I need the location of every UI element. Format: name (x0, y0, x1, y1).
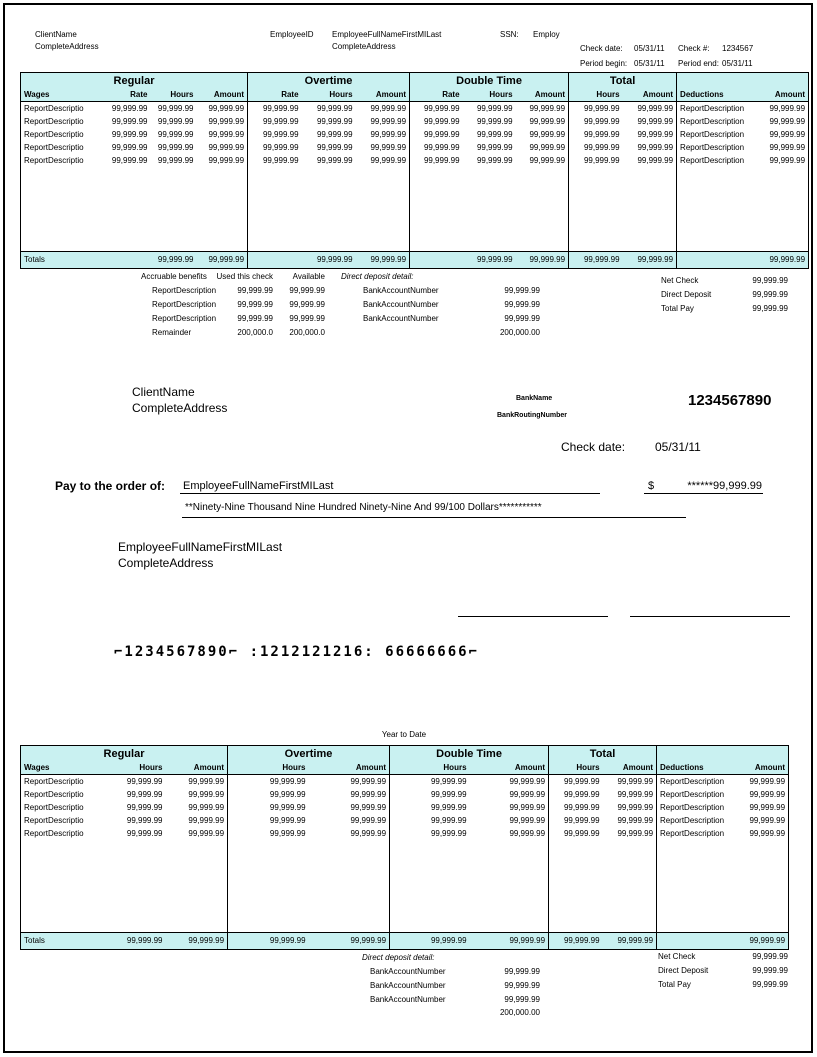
doubletime-amount-cell: 99,999.99 (529, 129, 566, 139)
hours-col-header: Hours (463, 88, 516, 102)
bank-account-number: BankAccountNumber (363, 314, 439, 323)
client-address: CompleteAddress (35, 42, 99, 51)
ytd-table-row (21, 775, 789, 788)
hours-col-header: Hours (228, 761, 309, 775)
deductions-group-header (677, 73, 809, 89)
bank-routing-number: BankRoutingNumber (497, 412, 567, 419)
doubletime-amount-cell: 99,999.99 (529, 155, 566, 165)
hours-col-header: Hours (151, 88, 197, 102)
regular-hours-cell: 99,999.99 (157, 155, 194, 165)
overtime-hours-cell: 99,999.99 (228, 827, 309, 840)
current-pay-table (20, 72, 809, 269)
bank-account-number: BankAccountNumber (370, 995, 446, 1004)
amount-col-header: Amount (309, 761, 390, 775)
benefit-used: 99,999.99 (237, 314, 273, 323)
deductions-group-header (657, 746, 789, 762)
totals-label: Totals (21, 251, 109, 268)
benefit-used: 99,999.99 (237, 286, 273, 295)
employee-id-label: EmployeeID (270, 30, 314, 39)
totals-cell (109, 251, 151, 268)
dd-amount: 99,999.99 (504, 995, 540, 1004)
deduction-amount-cell: 99,999.99 (749, 802, 786, 812)
dd-amount: 99,999.99 (504, 314, 540, 323)
total-hours-cell: 99,999.99 (549, 827, 603, 840)
doubletime-rate-cell: 99,999.99 (410, 102, 463, 115)
direct-deposit-value: 99,999.99 (752, 290, 788, 299)
total-group-header: Total (569, 73, 677, 89)
ytd-totals-row (21, 932, 789, 949)
benefit-available: 99,999.99 (289, 300, 325, 309)
overtime-amount-cell: 99,999.99 (350, 828, 387, 838)
deduction-amount-cell: 99,999.99 (749, 789, 786, 799)
doubletime-hours-cell: 99,999.99 (390, 801, 470, 814)
wage-desc-cell: ReportDescriptio (24, 802, 84, 812)
total-amount-cell: 99,999.99 (637, 116, 674, 126)
total-hours-cell: 99,999.99 (569, 154, 623, 167)
deduction-amount-cell: 99,999.99 (769, 116, 806, 126)
check-date-label: Check date: (561, 440, 626, 454)
regular-hours-cell: 99,999.99 (126, 789, 163, 799)
total-amount-cell: 99,999.99 (617, 776, 654, 786)
overtime-amount-cell: 99,999.99 (350, 776, 387, 786)
used-this-check-header: Used this check (216, 272, 273, 281)
words-underline (182, 517, 686, 518)
amount-in-words: **Ninety-Nine Thousand Nine Hundred Ninety-Nine And 99/100 Dollars*********** (185, 502, 542, 513)
regular-amount-cell: 99,999.99 (208, 103, 245, 113)
total-amount-cell: 99,999.99 (617, 802, 654, 812)
regular-hours-cell: 99,999.99 (157, 129, 194, 139)
totals-cell: 99,999.99 (757, 251, 809, 268)
regular-hours-cell: 99,999.99 (126, 815, 163, 825)
wages-col-header: Wages (21, 761, 106, 775)
check-serial-number: 1234567890 (688, 392, 772, 409)
totals-cell: 99,999.99 (569, 251, 623, 268)
overtime-group-header: Overtime (228, 746, 390, 762)
totals-cell (410, 251, 463, 268)
amount-col-header: Amount (166, 761, 228, 775)
wage-desc-cell: ReportDescriptio (24, 789, 84, 799)
dd-total: 200,000.00 (499, 1008, 540, 1017)
overtime-amount-cell: 99,999.99 (370, 155, 407, 165)
period-end-value: 05/31/11 (722, 59, 753, 68)
totals-cell: 99,999.99 (356, 251, 410, 268)
overtime-hours-cell: 99,999.99 (316, 142, 353, 152)
wage-desc-cell: ReportDescriptio (24, 155, 84, 165)
check-employee-address: CompleteAddress (118, 556, 214, 570)
benefit-available: 99,999.99 (289, 314, 325, 323)
payee-underline (180, 493, 600, 494)
deduction-amount-cell: 99,999.99 (769, 129, 806, 139)
overtime-rate-cell: 99,999.99 (248, 128, 302, 141)
direct-deposit-detail-header: Direct deposit detail: (341, 272, 414, 281)
deductions-col-header: Deductions (657, 761, 737, 775)
regular-amount-cell: 99,999.99 (188, 776, 225, 786)
deduction-desc-cell: ReportDescription (657, 788, 737, 801)
bank-account-number: BankAccountNumber (370, 967, 446, 976)
ytd-table-row (21, 827, 789, 840)
wage-desc-cell: ReportDescriptio (24, 129, 84, 139)
deduction-desc-cell: ReportDescription (677, 141, 757, 154)
hours-col-header: Hours (569, 88, 623, 102)
total-hours-cell: 99,999.99 (549, 788, 603, 801)
employee-name: EmployeeFullNameFirstMILast (332, 30, 442, 39)
regular-rate-cell: 99,999.99 (111, 142, 148, 152)
deduction-amount-cell: 99,999.99 (769, 155, 806, 165)
doubletime-hours-cell: 99,999.99 (390, 814, 470, 827)
totals-cell: 99,999.99 (463, 251, 516, 268)
deduction-desc-cell: ReportDescription (657, 775, 737, 788)
pay-table-row (21, 154, 809, 167)
deduction-amount-cell: 99,999.99 (749, 828, 786, 838)
overtime-hours-cell: 99,999.99 (316, 129, 353, 139)
overtime-amount-cell: 99,999.99 (350, 815, 387, 825)
benefit-available: 99,999.99 (289, 286, 325, 295)
doubletime-hours-cell: 99,999.99 (476, 116, 513, 126)
totals-label: Totals (21, 932, 106, 949)
doubletime-amount-cell: 99,999.99 (529, 116, 566, 126)
ssn-value: Employ (533, 30, 560, 39)
dd-amount: 99,999.99 (504, 981, 540, 990)
regular-group-header: Regular (21, 73, 248, 89)
totals-cell: 99,999.99 (197, 251, 248, 268)
pay-to-order-label: Pay to the order of: (55, 479, 166, 493)
total-amount-cell: 99,999.99 (637, 142, 674, 152)
regular-rate-cell: 99,999.99 (111, 155, 148, 165)
doubletime-hours-cell: 99,999.99 (476, 103, 513, 113)
available-header: Available (292, 272, 325, 281)
group-header-row (21, 746, 789, 762)
ytd-table-row (21, 801, 789, 814)
doubletime-hours-cell: 99,999.99 (390, 827, 470, 840)
hours-col-header: Hours (106, 761, 166, 775)
total-amount-cell: 99,999.99 (637, 155, 674, 165)
overtime-group-header: Overtime (248, 73, 410, 89)
doubletime-rate-cell: 99,999.99 (410, 115, 463, 128)
doubletime-rate-cell: 99,999.99 (410, 128, 463, 141)
regular-hours-cell: 99,999.99 (157, 103, 194, 113)
overtime-amount-cell: 99,999.99 (370, 103, 407, 113)
benefit-used: 99,999.99 (237, 300, 273, 309)
total-amount-cell: 99,999.99 (637, 103, 674, 113)
deduction-desc-cell: ReportDescription (677, 154, 757, 167)
pay-table-row (21, 141, 809, 154)
overtime-amount-cell: 99,999.99 (370, 142, 407, 152)
hours-col-header: Hours (302, 88, 356, 102)
employee-address: CompleteAddress (332, 42, 396, 51)
doubletime-amount-cell: 99,999.99 (529, 103, 566, 113)
rate-col-header: Rate (248, 88, 302, 102)
regular-amount-cell: 99,999.99 (188, 815, 225, 825)
amount-col-header: Amount (197, 88, 248, 102)
overtime-amount-cell: 99,999.99 (350, 802, 387, 812)
doubletime-amount-cell: 99,999.99 (509, 802, 546, 812)
amount-col-header: Amount (623, 88, 677, 102)
period-end-label: Period end: (678, 59, 719, 68)
totals-cell: 99,999.99 (228, 932, 309, 949)
dd-amount: 99,999.99 (504, 286, 540, 295)
deduction-amount-cell: 99,999.99 (769, 142, 806, 152)
pay-table-row (21, 128, 809, 141)
deduction-desc-cell: ReportDescription (657, 814, 737, 827)
overtime-hours-cell: 99,999.99 (316, 155, 353, 165)
currency-sign: $ (648, 480, 655, 492)
direct-deposit-value: 99,999.99 (752, 966, 788, 975)
dd-amount: 99,999.99 (504, 300, 540, 309)
overtime-hours-cell: 99,999.99 (228, 775, 309, 788)
bank-name: BankName (516, 395, 553, 402)
amount-col-header: Amount (470, 761, 549, 775)
benefit-remainder-used: 200,000.0 (237, 328, 273, 337)
totals-cell (248, 251, 302, 268)
direct-deposit-label: Direct Deposit (661, 290, 712, 299)
signature-line (458, 616, 608, 617)
doubletime-amount-cell: 99,999.99 (509, 815, 546, 825)
total-hours-cell: 99,999.99 (569, 115, 623, 128)
accruable-benefits-header: Accruable benefits (141, 272, 207, 281)
totals-cell: 99,999.99 (390, 932, 470, 949)
amount-underline (644, 493, 763, 494)
deduction-desc-cell: ReportDescription (677, 115, 757, 128)
regular-amount-cell: 99,999.99 (208, 155, 245, 165)
year-to-date-title: Year to Date (381, 730, 427, 739)
dd-amount: 99,999.99 (504, 967, 540, 976)
wage-desc-cell: ReportDescriptio (24, 116, 84, 126)
regular-hours-cell: 99,999.99 (157, 142, 194, 152)
hours-col-header: Hours (549, 761, 603, 775)
ytd-table-row (21, 814, 789, 827)
overtime-amount-cell: 99,999.99 (370, 129, 407, 139)
total-amount-cell: 99,999.99 (617, 828, 654, 838)
doubletime-rate-cell: 99,999.99 (410, 141, 463, 154)
totals-cell (657, 932, 737, 949)
total-hours-cell: 99,999.99 (569, 141, 623, 154)
double-time-group-header: Double Time (410, 73, 569, 89)
doubletime-rate-cell: 99,999.99 (410, 154, 463, 167)
hours-col-header: Hours (390, 761, 470, 775)
period-begin-value: 05/31/11 (634, 59, 665, 68)
net-check-value: 99,999.99 (752, 952, 788, 961)
regular-rate-cell: 99,999.99 (111, 103, 148, 113)
doubletime-amount-cell: 99,999.99 (509, 789, 546, 799)
check-client-name: ClientName (132, 385, 195, 399)
ytd-table-row (21, 788, 789, 801)
wage-desc-cell: ReportDescriptio (24, 828, 84, 838)
total-amount-cell: 99,999.99 (617, 789, 654, 799)
regular-amount-cell: 99,999.99 (188, 802, 225, 812)
group-header-row (21, 73, 809, 89)
amount-col-header: Amount (516, 88, 569, 102)
column-header-row (21, 761, 789, 775)
benefit-desc: ReportDescription (152, 286, 217, 295)
regular-rate-cell: 99,999.99 (111, 129, 148, 139)
direct-deposit-detail-header: Direct deposit detail: (362, 953, 435, 962)
wages-col-header: Wages (21, 88, 109, 102)
table-spacer-row (21, 167, 809, 252)
client-name: ClientName (35, 30, 77, 39)
bank-account-number: BankAccountNumber (363, 300, 439, 309)
deduction-desc-cell: ReportDescription (677, 102, 757, 115)
totals-cell: 99,999.99 (302, 251, 356, 268)
overtime-amount-cell: 99,999.99 (350, 789, 387, 799)
check-employee-name: EmployeeFullNameFirstMILast (118, 540, 283, 554)
net-check-label: Net Check (661, 276, 699, 285)
bank-account-number: BankAccountNumber (370, 981, 446, 990)
regular-hours-cell: 99,999.99 (126, 828, 163, 838)
totals-cell (677, 251, 757, 268)
totals-cell: 99,999.99 (166, 932, 228, 949)
check-client-address: CompleteAddress (132, 401, 228, 415)
overtime-amount-cell: 99,999.99 (370, 116, 407, 126)
total-pay-value: 99,999.99 (752, 980, 788, 989)
pay-table-row (21, 102, 809, 115)
overtime-rate-cell: 99,999.99 (248, 141, 302, 154)
total-hours-cell: 99,999.99 (569, 102, 623, 115)
micr-line: ⌐1234567890⌐ :1212121216: 66666666⌐ (114, 644, 480, 660)
overtime-hours-cell: 99,999.99 (316, 116, 353, 126)
deduction-amount-cell: 99,999.99 (769, 103, 806, 113)
wage-desc-cell: ReportDescriptio (24, 103, 84, 113)
amount-col-header: Amount (356, 88, 410, 102)
direct-deposit-label: Direct Deposit (658, 966, 709, 975)
overtime-hours-cell: 99,999.99 (228, 801, 309, 814)
totals-cell: 99,999.99 (151, 251, 197, 268)
regular-amount-cell: 99,999.99 (208, 142, 245, 152)
regular-amount-cell: 99,999.99 (188, 789, 225, 799)
bank-account-number: BankAccountNumber (363, 286, 439, 295)
total-hours-cell: 99,999.99 (569, 128, 623, 141)
deduction-amount-cell: 99,999.99 (749, 815, 786, 825)
rate-col-header: Rate (410, 88, 463, 102)
period-begin-label: Period begin: (580, 59, 628, 68)
table-spacer-row (21, 840, 789, 933)
regular-hours-cell: 99,999.99 (126, 802, 163, 812)
totals-row (21, 251, 809, 268)
totals-cell: 99,999.99 (737, 932, 789, 949)
total-pay-label: Total Pay (661, 304, 694, 313)
total-hours-cell: 99,999.99 (549, 814, 603, 827)
ssn-label: SSN: (500, 30, 519, 39)
doubletime-hours-cell: 99,999.99 (476, 129, 513, 139)
total-hours-cell: 99,999.99 (549, 775, 603, 788)
check-date-value: 05/31/11 (634, 44, 665, 53)
overtime-hours-cell: 99,999.99 (228, 814, 309, 827)
overtime-rate-cell: 99,999.99 (248, 115, 302, 128)
deduction-amount-cell: 99,999.99 (749, 776, 786, 786)
total-amount-cell: 99,999.99 (617, 815, 654, 825)
check-number-label: Check #: (678, 44, 710, 53)
rate-col-header: Rate (109, 88, 151, 102)
deduction-desc-cell: ReportDescription (657, 801, 737, 814)
amount-col-header: Amount (737, 761, 789, 775)
doubletime-hours-cell: 99,999.99 (390, 775, 470, 788)
totals-cell: 99,999.99 (106, 932, 166, 949)
net-check-label: Net Check (658, 952, 696, 961)
regular-hours-cell: 99,999.99 (157, 116, 194, 126)
ytd-pay-table (20, 745, 789, 950)
dd-total: 200,000.00 (499, 328, 540, 337)
overtime-hours-cell: 99,999.99 (228, 788, 309, 801)
column-header-row (21, 88, 809, 102)
benefit-desc: ReportDescription (152, 314, 217, 323)
regular-rate-cell: 99,999.99 (111, 116, 148, 126)
total-pay-value: 99,999.99 (752, 304, 788, 313)
overtime-rate-cell: 99,999.99 (248, 102, 302, 115)
net-check-value: 99,999.99 (752, 276, 788, 285)
deduction-desc-cell: ReportDescription (657, 827, 737, 840)
doubletime-amount-cell: 99,999.99 (509, 776, 546, 786)
doubletime-hours-cell: 99,999.99 (476, 142, 513, 152)
wage-desc-cell: ReportDescriptio (24, 815, 84, 825)
totals-cell: 99,999.99 (623, 251, 677, 268)
regular-amount-cell: 99,999.99 (208, 116, 245, 126)
pay-table-row (21, 115, 809, 128)
check-date-value: 05/31/11 (655, 440, 701, 454)
signature-line (630, 616, 790, 617)
total-pay-label: Total Pay (658, 980, 691, 989)
totals-cell: 99,999.99 (549, 932, 603, 949)
doubletime-amount-cell: 99,999.99 (529, 142, 566, 152)
totals-cell: 99,999.99 (470, 932, 549, 949)
regular-group-header: Regular (21, 746, 228, 762)
overtime-rate-cell: 99,999.99 (248, 154, 302, 167)
wage-desc-cell: ReportDescriptio (24, 776, 84, 786)
deductions-col-header: Deductions (677, 88, 757, 102)
benefit-desc: ReportDescription (152, 300, 217, 309)
doubletime-amount-cell: 99,999.99 (509, 828, 546, 838)
check-number-value: 1234567 (722, 44, 754, 53)
check-amount: ******99,999.99 (687, 480, 762, 492)
wage-desc-cell: ReportDescriptio (24, 142, 84, 152)
payee-name: EmployeeFullNameFirstMILast (183, 480, 334, 492)
amount-col-header: Amount (603, 761, 657, 775)
benefit-remainder-label: Remainder (152, 328, 192, 337)
totals-cell: 99,999.99 (516, 251, 569, 268)
double-time-group-header: Double Time (390, 746, 549, 762)
regular-hours-cell: 99,999.99 (126, 776, 163, 786)
benefit-remainder-available: 200,000.0 (289, 328, 325, 337)
doubletime-hours-cell: 99,999.99 (476, 155, 513, 165)
total-hours-cell: 99,999.99 (549, 801, 603, 814)
regular-amount-cell: 99,999.99 (188, 828, 225, 838)
check-date-label: Check date: (580, 44, 623, 53)
overtime-hours-cell: 99,999.99 (316, 103, 353, 113)
total-amount-cell: 99,999.99 (637, 129, 674, 139)
totals-cell: 99,999.99 (309, 932, 390, 949)
deduction-desc-cell: ReportDescription (677, 128, 757, 141)
total-group-header: Total (549, 746, 657, 762)
regular-amount-cell: 99,999.99 (208, 129, 245, 139)
amount-col-header: Amount (757, 88, 809, 102)
doubletime-hours-cell: 99,999.99 (390, 788, 470, 801)
totals-cell: 99,999.99 (603, 932, 657, 949)
